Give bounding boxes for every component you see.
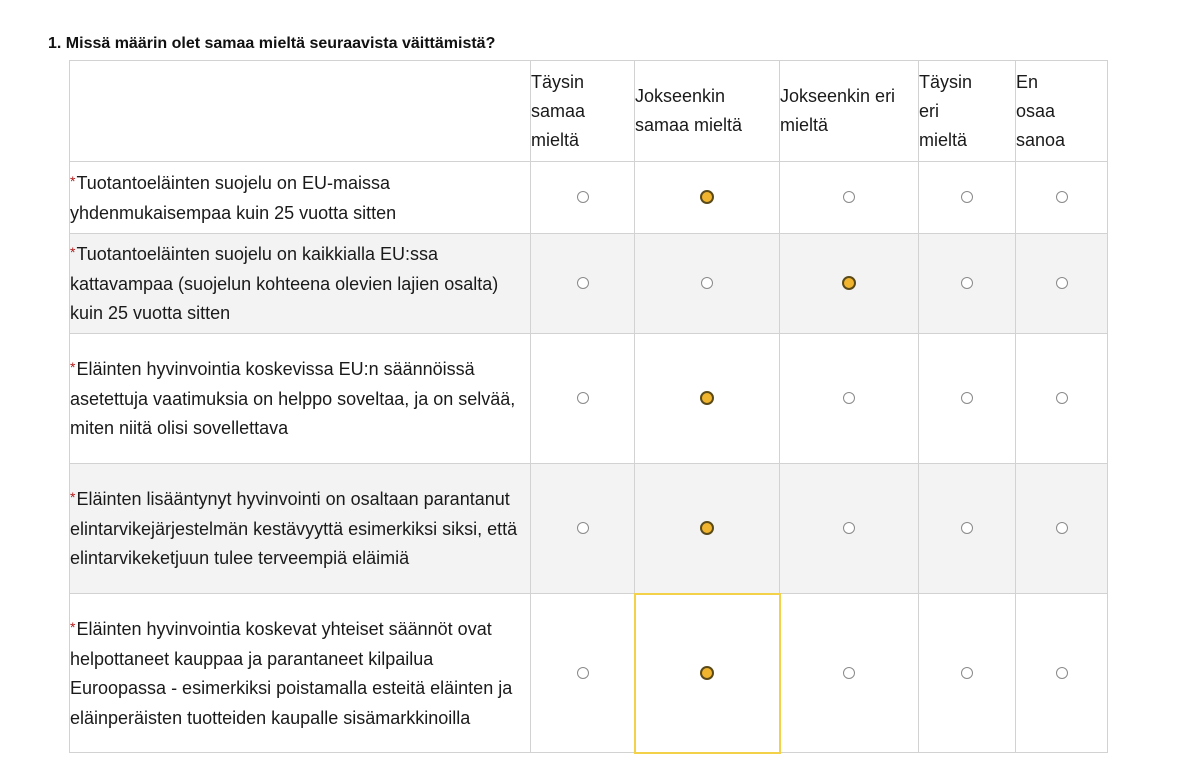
question-title: 1. Missä määrin olet samaa mieltä seuraavista väittämistä?	[48, 35, 496, 52]
radio-button[interactable]	[961, 277, 973, 289]
option-cell[interactable]	[780, 234, 919, 334]
required-marker: *	[70, 489, 76, 506]
radio-button[interactable]	[701, 277, 713, 289]
column-header-en-osaa-sanoa: En osaa sanoa	[1016, 61, 1108, 162]
radio-button-selected[interactable]	[842, 276, 856, 290]
required-marker: *	[70, 173, 76, 189]
option-cell[interactable]	[531, 234, 635, 334]
statement-cell	[70, 594, 531, 753]
radio-button-selected[interactable]	[700, 666, 714, 680]
radio-button[interactable]	[843, 392, 855, 404]
radio-button[interactable]	[961, 667, 973, 679]
statement-row-3	[70, 334, 1108, 464]
radio-button[interactable]	[577, 522, 589, 534]
column-header-taysin-eri: Täysin eri mieltä	[919, 61, 1016, 162]
option-cell[interactable]	[531, 162, 635, 234]
option-cell[interactable]	[919, 234, 1016, 334]
statement-cell	[70, 234, 531, 334]
radio-button[interactable]	[961, 191, 973, 203]
option-cell[interactable]	[1016, 464, 1108, 594]
option-cell[interactable]	[635, 464, 780, 594]
statement-text: Tuotantoeläinten suojelu on EU-maissa yhdenmukaisempaa kuin 25 vuotta sitten	[70, 173, 397, 223]
radio-button[interactable]	[843, 667, 855, 679]
column-header-taysin-samaa: Täysin samaa mieltä	[531, 61, 635, 162]
statement-row-1	[70, 162, 1108, 234]
statement-text: Tuotantoeläinten suojelu on kaikkialla EU:ssa kattavampaa (suojelun kohteena olevien lajien osalta) kuin 25 vuotta sitten	[70, 244, 499, 324]
option-cell[interactable]	[780, 334, 919, 464]
required-marker: *	[70, 619, 76, 635]
option-cell[interactable]	[780, 162, 919, 234]
required-marker: *	[70, 359, 76, 376]
radio-button[interactable]	[1056, 667, 1068, 679]
likert-matrix	[69, 60, 1108, 753]
option-cell[interactable]	[1016, 162, 1108, 234]
statement-row-5	[70, 594, 1108, 753]
statement-cell	[70, 464, 531, 594]
option-cell[interactable]	[780, 594, 919, 753]
radio-button[interactable]	[1056, 277, 1068, 289]
radio-button[interactable]	[843, 191, 855, 203]
header-row	[70, 61, 1108, 162]
radio-button-selected[interactable]	[700, 521, 714, 535]
column-header-jokseenkin-eri: Jokseenkin eri mieltä	[780, 61, 919, 162]
radio-button[interactable]	[961, 522, 973, 534]
statement-text: Eläinten hyvinvointia koskevat yhteiset säännöt ovat helpottaneet kauppaa ja parantaneet kilpailua Euroopassa - esimerkiksi poistamalla esteitä eläinten ja eläinperäisten tuotteiden kaupalle sisämarkkinoilla	[70, 619, 513, 728]
option-cell[interactable]	[635, 334, 780, 464]
header-corner-cell	[70, 61, 531, 162]
radio-button[interactable]	[577, 667, 589, 679]
statement-cell	[70, 162, 531, 234]
radio-button[interactable]	[1056, 191, 1068, 203]
radio-button-selected[interactable]	[700, 190, 714, 204]
statement-cell	[70, 334, 531, 464]
option-cell[interactable]	[531, 464, 635, 594]
option-cell-focused[interactable]	[635, 594, 780, 753]
option-cell[interactable]	[1016, 594, 1108, 753]
column-header-jokseenkin-samaa: Jokseenkin samaa mieltä	[635, 61, 780, 162]
option-cell[interactable]	[919, 594, 1016, 753]
radio-button[interactable]	[577, 277, 589, 289]
statement-row-2	[70, 234, 1108, 334]
option-cell[interactable]	[919, 162, 1016, 234]
radio-button-selected[interactable]	[700, 391, 714, 405]
option-cell[interactable]	[780, 464, 919, 594]
radio-button[interactable]	[961, 392, 973, 404]
option-cell[interactable]	[1016, 234, 1108, 334]
radio-button[interactable]	[1056, 392, 1068, 404]
radio-button[interactable]	[577, 392, 589, 404]
required-marker: *	[70, 244, 76, 261]
option-cell[interactable]	[919, 334, 1016, 464]
radio-button[interactable]	[577, 191, 589, 203]
option-cell[interactable]	[919, 464, 1016, 594]
option-cell[interactable]	[531, 334, 635, 464]
option-cell[interactable]	[1016, 334, 1108, 464]
option-cell[interactable]	[635, 162, 780, 234]
statement-row-4	[70, 464, 1108, 594]
radio-button[interactable]	[843, 522, 855, 534]
option-cell[interactable]	[635, 234, 780, 334]
statement-text: Eläinten hyvinvointia koskevissa EU:n säännöissä asetettuja vaatimuksia on helppo soveltaa, ja on selvää, miten niitä olisi sovellettava	[70, 359, 516, 439]
option-cell[interactable]	[531, 594, 635, 753]
radio-button[interactable]	[1056, 522, 1068, 534]
statement-text: Eläinten lisääntynyt hyvinvointi on osaltaan parantanut elintarvikejärjestelmän kestävyyttä esimerkiksi siksi, että elintarvikeketjuun tulee terveempiä eläimiä	[70, 489, 518, 569]
